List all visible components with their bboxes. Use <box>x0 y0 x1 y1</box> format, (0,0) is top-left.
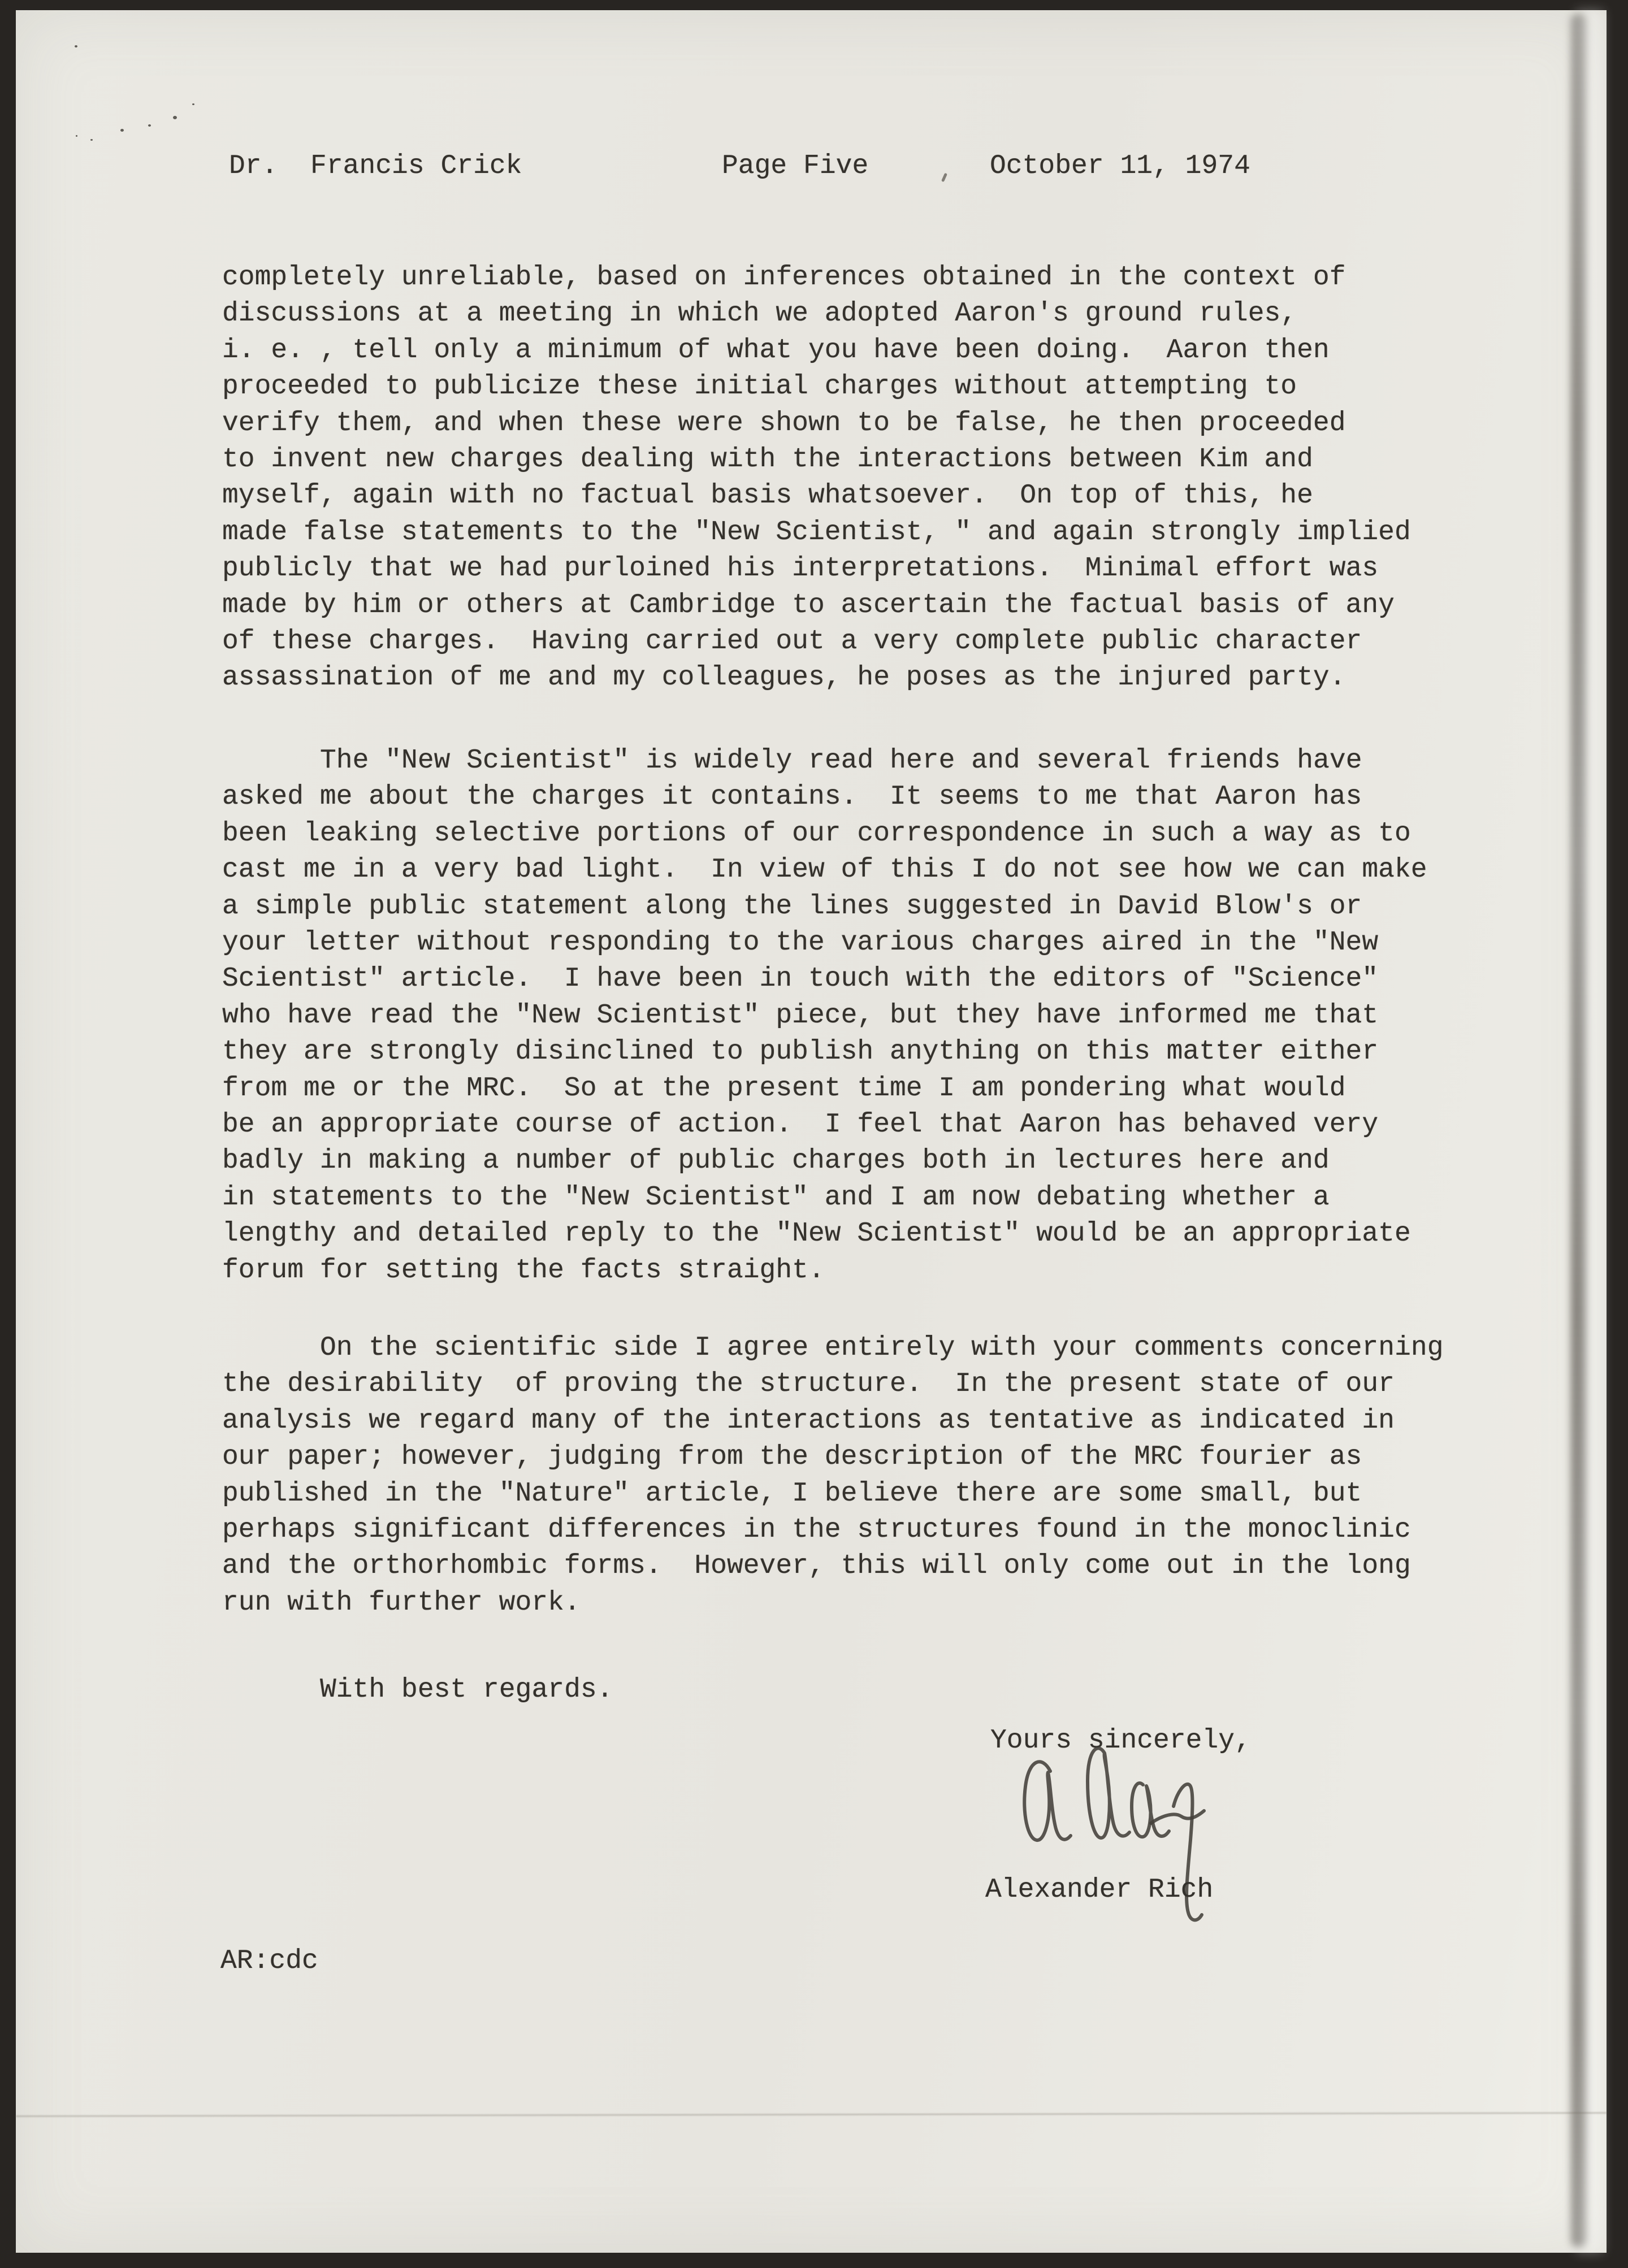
letter-line: who have read the "New Scientist" piece, but they have informed me that <box>222 1000 1379 1031</box>
recipient-name: Dr. Francis Crick <box>229 151 522 181</box>
paragraph-1 <box>222 259 1522 696</box>
page-number: Page Five <box>722 151 869 181</box>
letter-line: and the orthorhombic forms. However, this will only come out in the long <box>222 1551 1411 1582</box>
letter-line: publicly that we had purloined his interpretations. Minimal effort was <box>222 553 1379 584</box>
letter-line: of these charges. Having carried out a very complete public character <box>222 626 1362 657</box>
paragraph-2 <box>222 743 1522 1289</box>
letter-line: from me or the MRC. So at the present time I am pondering what would <box>222 1073 1346 1104</box>
signature <box>1010 1727 1236 1953</box>
letter-line: made by him or others at Cambridge to ascertain the factual basis of any <box>222 589 1395 621</box>
letter-line: our paper; however, judging from the description of the MRC fourier as <box>222 1442 1362 1473</box>
valediction: Yours sincerely, <box>990 1725 1251 1756</box>
letter-header <box>16 148 1607 185</box>
letter-line: verify them, and when these were shown to be false, he then proceeded <box>222 407 1346 439</box>
letter-line: been leaking selective portions of our correspondence in such a way as to <box>222 818 1411 849</box>
letter-line: The "New Scientist" is widely read here and several friends have <box>320 745 1362 776</box>
letter-line: the desirability of proving the structure. In the present state of our <box>222 1369 1395 1400</box>
letter-line: your letter without responding to the various charges aired in the "New <box>222 927 1379 959</box>
letter-line: they are strongly disinclined to publish anything on this matter either <box>222 1037 1379 1068</box>
letter-line: in statements to the "New Scientist" and I am now debating whether a <box>222 1182 1330 1213</box>
regards-line: With best regards. <box>320 1675 613 1705</box>
letter-line: made false statements to the "New Scientist, " and again strongly implied <box>222 517 1411 548</box>
signed-name: Alexander Rich <box>985 1875 1214 1905</box>
letter-line: published in the "Nature" article, I believe there are some small, but <box>222 1478 1362 1509</box>
letter-line: perhaps significant differences in the structures found in the monoclinic <box>222 1515 1411 1546</box>
letter-line: a simple public statement along the lines suggested in David Blow's or <box>222 891 1362 922</box>
typist-initials: AR:cdc <box>220 1946 318 1976</box>
paper-crease-line <box>16 2112 1607 2117</box>
paper-edge-highlight <box>1576 10 1603 2253</box>
letter-line: cast me in a very bad light. In view of this I do not see how we can make <box>222 855 1427 886</box>
letter-line: lengthy and detailed reply to the "New Scientist" would be an appropriate <box>222 1218 1411 1250</box>
letter-line: badly in making a number of public charges both in lectures here and <box>222 1146 1330 1177</box>
letter-line: proceeded to publicize these initial charges without attempting to <box>222 371 1297 402</box>
letter-line: myself, again with no factual basis whatsoever. On top of this, he <box>222 480 1313 511</box>
signature-svg <box>1010 1727 1236 1953</box>
letter-line: i. e. , tell only a minimum of what you have been doing. Aaron then <box>222 335 1330 366</box>
letter-line: run with further work. <box>222 1587 581 1618</box>
letter-line: Scientist" article. I have been in touch with the editors of "Science" <box>222 964 1379 995</box>
letter-line: discussions at a meeting in which we adopted Aaron's ground rules, <box>222 298 1297 329</box>
letter-page <box>16 10 1607 2253</box>
paragraph-3 <box>222 1330 1522 1621</box>
letter-line: to invent new charges dealing with the interactions between Kim and <box>222 444 1313 475</box>
letter-line: assassination of me and my colleagues, he poses as the injured party. <box>222 662 1346 693</box>
letter-line: be an appropriate course of action. I feel that Aaron has behaved very <box>222 1109 1379 1140</box>
letter-line: asked me about the charges it contains. It seems to me that Aaron has <box>222 782 1362 813</box>
letter-line: analysis we regard many of the interactions as tentative as indicated in <box>222 1405 1395 1436</box>
letter-date: October 11, 1974 <box>990 151 1250 181</box>
letter-line: completely unreliable, based on inferences obtained in the context of <box>222 262 1346 293</box>
letter-line: On the scientific side I agree entirely with your comments concerning <box>320 1333 1444 1363</box>
letter-line: forum for setting the facts straight. <box>222 1255 825 1286</box>
